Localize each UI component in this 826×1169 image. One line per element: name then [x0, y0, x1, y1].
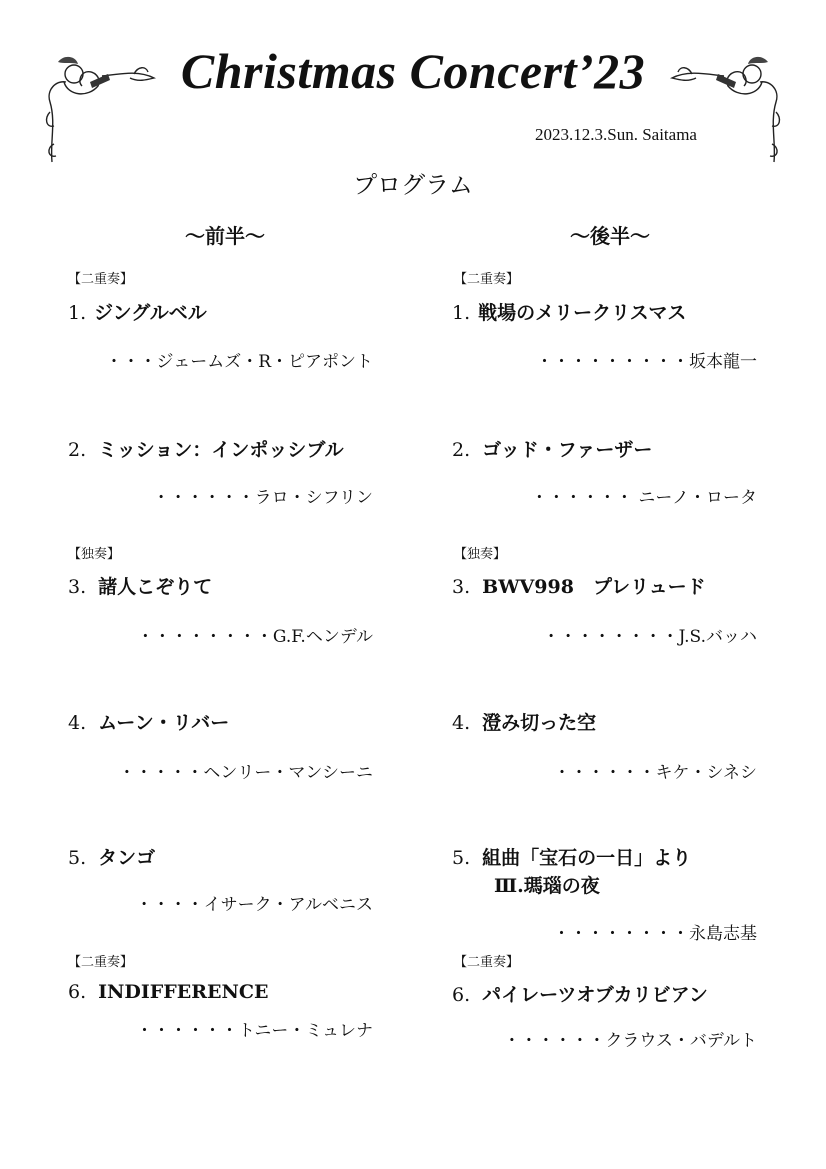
item-number: 4.: [452, 712, 471, 734]
first-half-item-3-composer: ・・・・・・・・G.F.ヘンデル: [136, 627, 373, 647]
piece-title: 諸人こぞりて: [98, 576, 213, 598]
second-half-item-3: [452, 572, 706, 599]
second-half-heading: 〜後半〜: [570, 224, 650, 248]
piece-title: ムーン・リバー: [98, 712, 230, 734]
first-half-heading: 〜前半〜: [185, 224, 265, 248]
item-number: 5.: [452, 847, 471, 869]
second-half-item-4-composer: ・・・・・・キケ・シネシ: [553, 763, 757, 783]
program-heading: プログラム: [353, 171, 473, 199]
first-half-item-3: [68, 572, 212, 599]
first-half-item-1: [68, 298, 207, 325]
first-half-item-2-composer: ・・・・・・ラロ・シフリン: [152, 488, 373, 508]
second-half-item-5: [452, 843, 691, 870]
second-half-item-1-composer: ・・・・・・・・・坂本龍一: [536, 352, 757, 372]
second-half-item-2: [452, 435, 652, 462]
first-half-item-4-composer: ・・・・・ヘンリー・マンシーニ: [118, 763, 373, 783]
item-number: 3.: [452, 576, 471, 598]
first-half-item-1-composer: ・・・ジェームズ・R・ピアポント: [105, 352, 373, 372]
date-and-place: 2023.12.3.Sun. Saitama: [535, 125, 697, 144]
first-half-item-3-tag: 【独奏】: [68, 547, 121, 562]
second-half-item-3-composer: ・・・・・・・・J.S.バッハ: [542, 627, 757, 647]
item-number: 5.: [68, 847, 87, 869]
piece-title: タンゴ: [98, 847, 156, 869]
second-half-item-5-title-line2: Ⅲ.瑪瑙の夜: [494, 875, 600, 897]
first-half-item-6-tag: 【二重奏】: [68, 955, 134, 970]
item-number: 1.: [452, 302, 471, 324]
piece-title: 戦場のメリークリスマス: [478, 302, 687, 324]
second-half-item-6-tag: 【二重奏】: [454, 955, 520, 970]
item-number: 1.: [68, 302, 87, 324]
second-half-item-3-tag: 【独奏】: [454, 547, 507, 562]
piece-title: 組曲「宝石の一日」より: [482, 847, 692, 869]
piece-title: ミッション：インポッシブル: [98, 439, 344, 461]
piece-title: BWV998 プレリュード: [482, 576, 706, 598]
second-half-item-1-tag: 【二重奏】: [454, 272, 520, 287]
second-half-item-6-composer: ・・・・・・クラウス・バデルト: [503, 1031, 757, 1051]
piece-title: 澄み切った空: [482, 712, 597, 734]
first-half-item-6: [68, 981, 268, 1003]
piece-title: ゴッド・ファーザー: [482, 439, 653, 461]
piece-title: ジングルベル: [94, 302, 207, 324]
first-half-item-5: [68, 843, 155, 870]
first-half-item-2: [68, 435, 344, 462]
second-half-item-6: [452, 980, 708, 1007]
first-half-item-5-composer: ・・・・イサーク・アルベニス: [135, 895, 373, 915]
first-half-item-1-tag: 【二重奏】: [68, 272, 134, 287]
second-half-item-5-composer: ・・・・・・・・永島志基: [553, 924, 757, 944]
item-number: 6.: [452, 984, 471, 1006]
item-number: 3.: [68, 576, 87, 598]
first-half-item-6-composer: ・・・・・・トニー・ミュレナ: [136, 1021, 373, 1041]
concert-title: Christmas Concert’23: [180, 43, 646, 99]
item-number: 6.: [68, 981, 87, 1003]
item-number: 2.: [68, 439, 87, 461]
second-half-item-4: [452, 708, 596, 735]
item-number: 2.: [452, 439, 471, 461]
second-half-item-2-composer: ・・・・・・ ニーノ・ロータ: [530, 488, 757, 508]
first-half-item-4: [68, 708, 229, 735]
second-half-item-1: [452, 298, 686, 325]
piece-title: INDIFFERENCE: [98, 981, 269, 1003]
piece-title: パイレーツオブカリビアン: [482, 984, 708, 1006]
item-number: 4.: [68, 712, 87, 734]
